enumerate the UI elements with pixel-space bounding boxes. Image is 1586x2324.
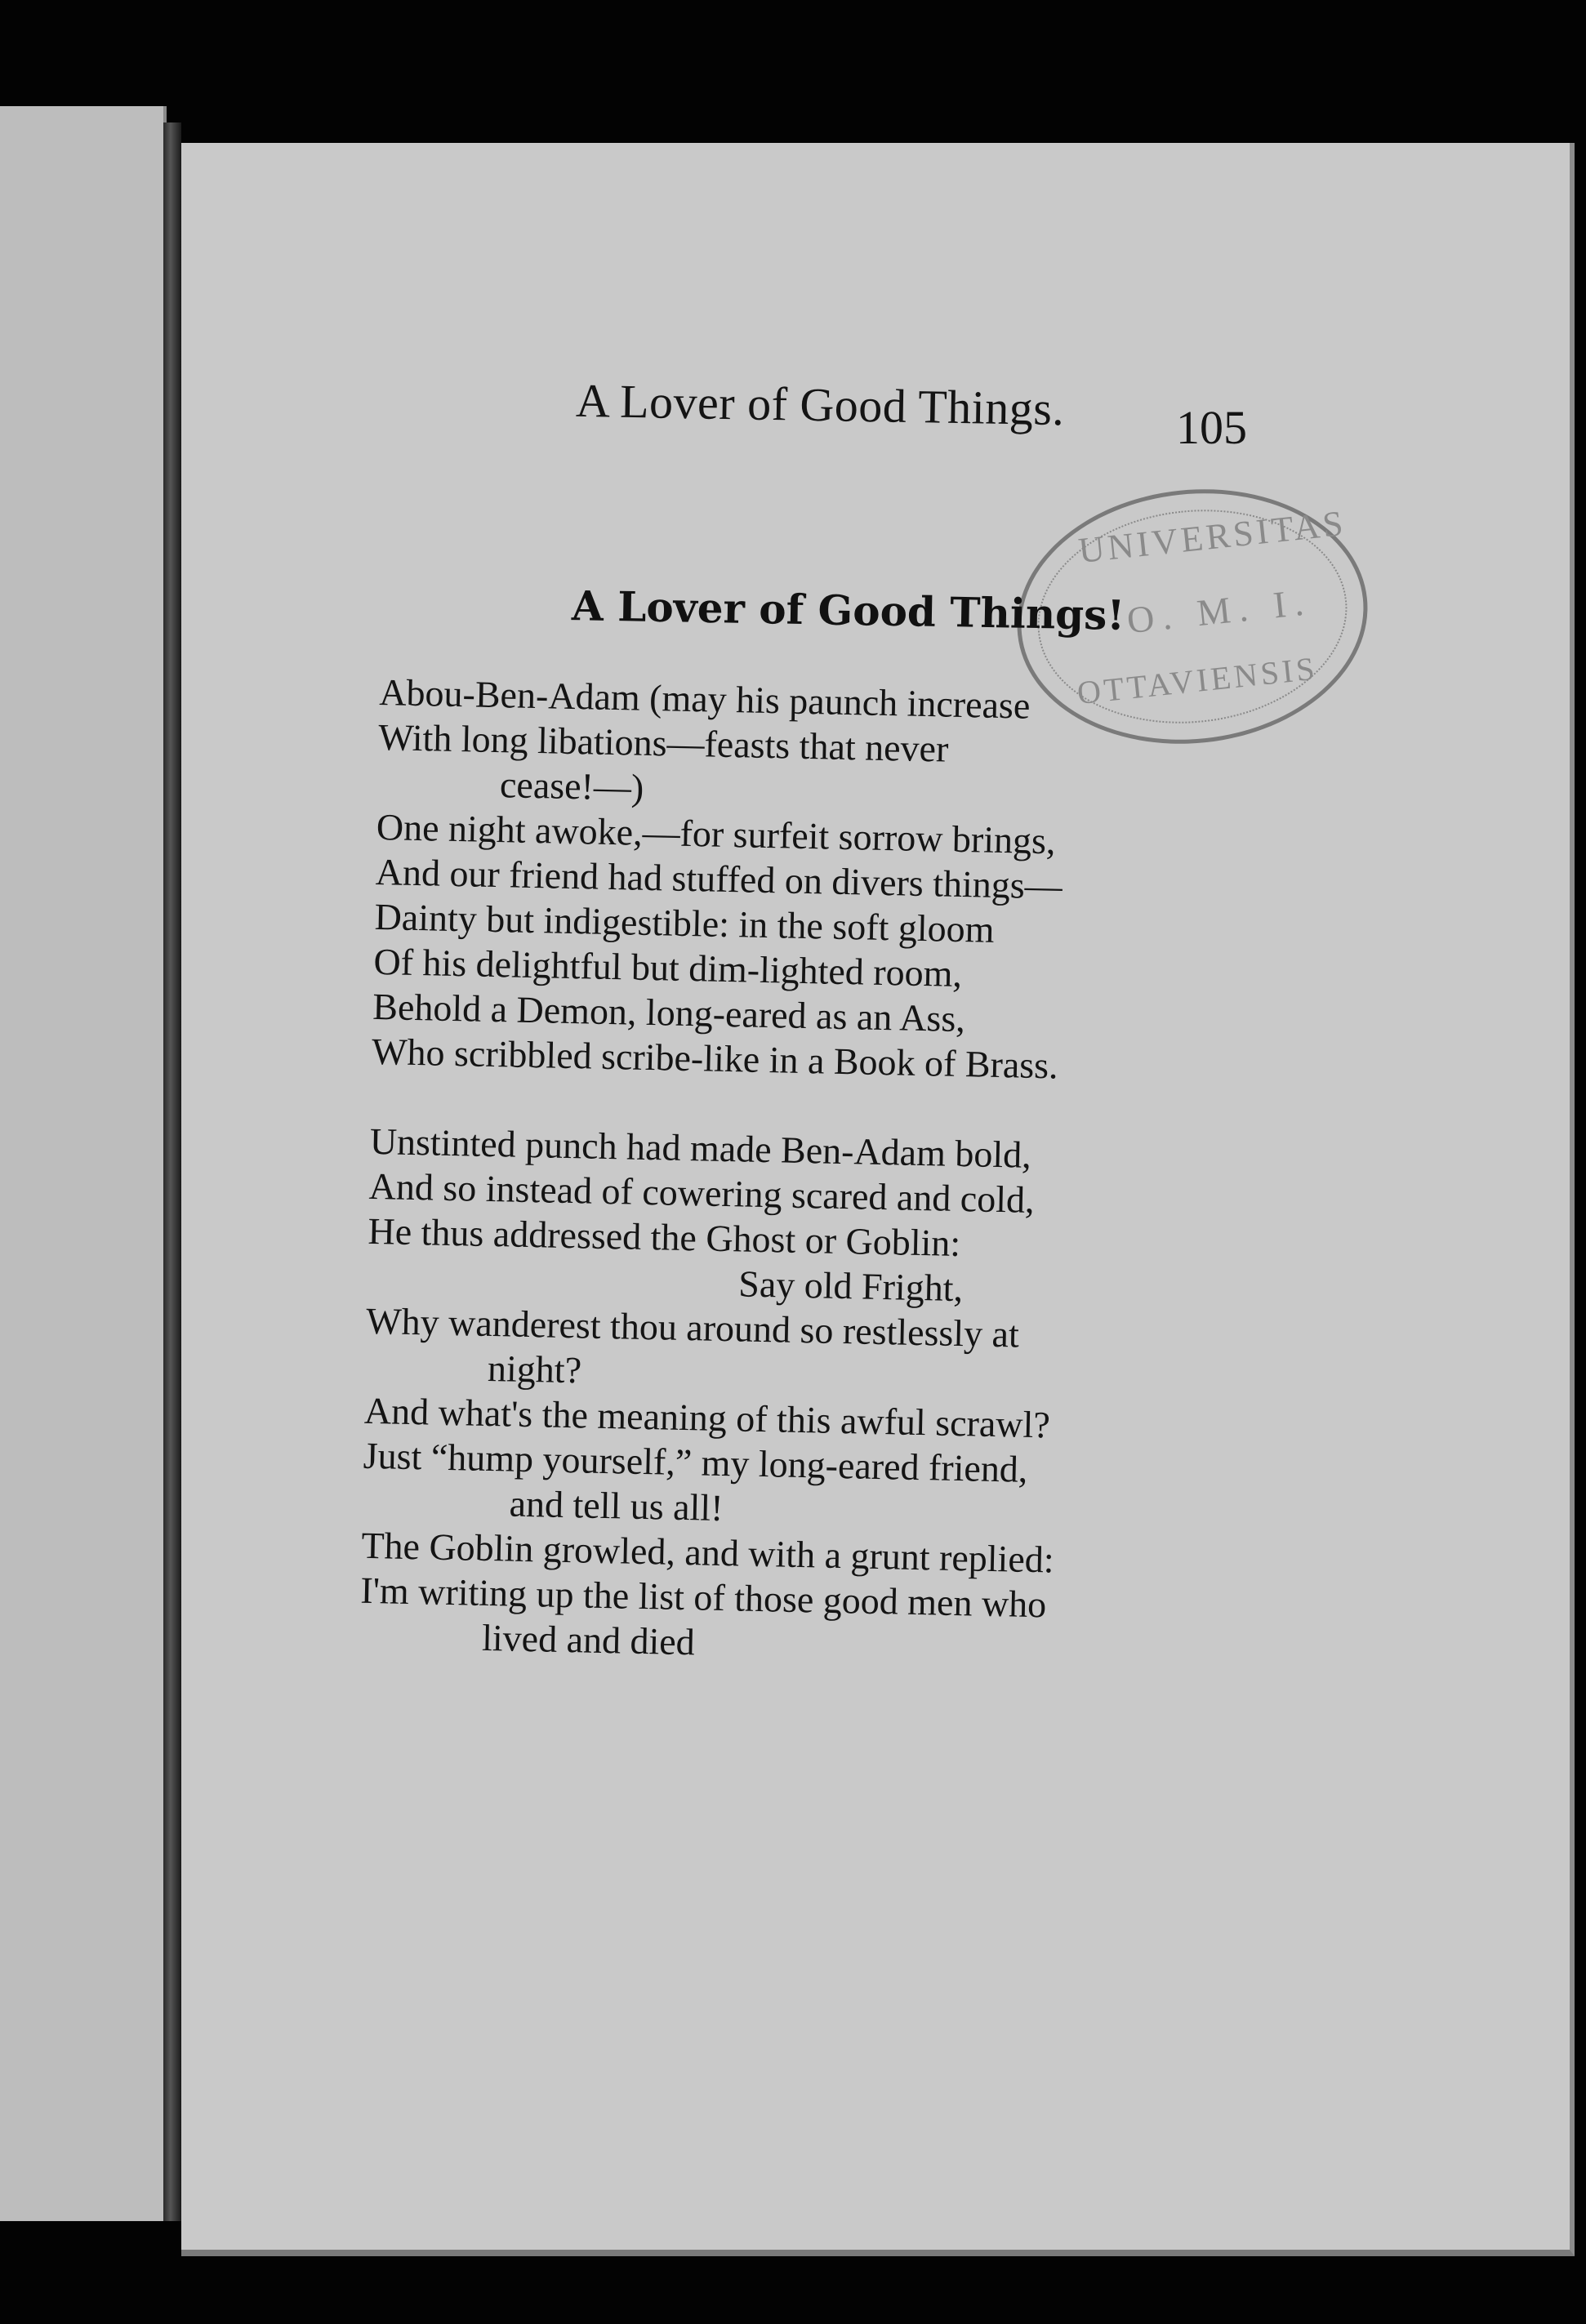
poem-line: And so instead of cowering scared and cold,: [368, 1164, 1036, 1221]
poem-line: Of his delightful but dim-lighted room,: [372, 940, 963, 995]
poem-line: With long libations—feasts that never: [377, 715, 949, 770]
poem-line: Dainty but indigestible: in the soft gloom: [374, 895, 995, 951]
running-title: A Lover of Good Things.: [575, 373, 1065, 436]
poem-line: And what's the meaning of this awful scrawl?: [363, 1389, 1051, 1446]
poem-line: cease!—): [499, 764, 644, 808]
poem-line: Unstinted punch had made Ben-Adam bold,: [369, 1120, 1032, 1176]
poem-line: One night awoke,—for surfeit sorrow brings,: [376, 805, 1056, 862]
stamp-text-middle: O. M. I.: [1125, 580, 1314, 642]
poem-line: Why wanderest thou around so restlessly at: [365, 1299, 1020, 1356]
stamp-text-top: UNIVERSITAS: [1076, 502, 1348, 571]
book-gutter: [163, 122, 181, 2221]
poem-line: Behold a Demon, long-eared as an Ass,: [372, 985, 966, 1040]
poem-line: lived and died: [481, 1616, 696, 1663]
poem-line: night?: [487, 1347, 582, 1391]
page-number: 105: [1176, 401, 1247, 454]
poem-title: A Lover of Good Things!: [571, 581, 1125, 639]
facing-page-edge: [0, 106, 167, 2221]
poem-line: and tell us all!: [509, 1482, 724, 1529]
poem-body: [359, 670, 1229, 1676]
poem-line: And our friend had stuffed on divers things—: [375, 850, 1063, 907]
poem-line: The Goblin growled, and with a grunt replied:: [361, 1524, 1055, 1581]
poem-line: Abou-Ben-Adam (may his paunch increase: [378, 670, 1031, 727]
stamp-text-bottom: OTTAVIENSIS: [1075, 649, 1320, 712]
poem-line: He thus addressed the Ghost or Goblin:: [368, 1209, 961, 1265]
poem-line: Just “hump yourself,” my long-eared friend,: [363, 1434, 1028, 1490]
poem-line: Who scribbled scribe-like in a Book of Brass.: [371, 1030, 1059, 1087]
poem-line: Say old Fright,: [737, 1262, 964, 1310]
poem-line: I'm writing up the list of those good men who: [359, 1569, 1047, 1626]
